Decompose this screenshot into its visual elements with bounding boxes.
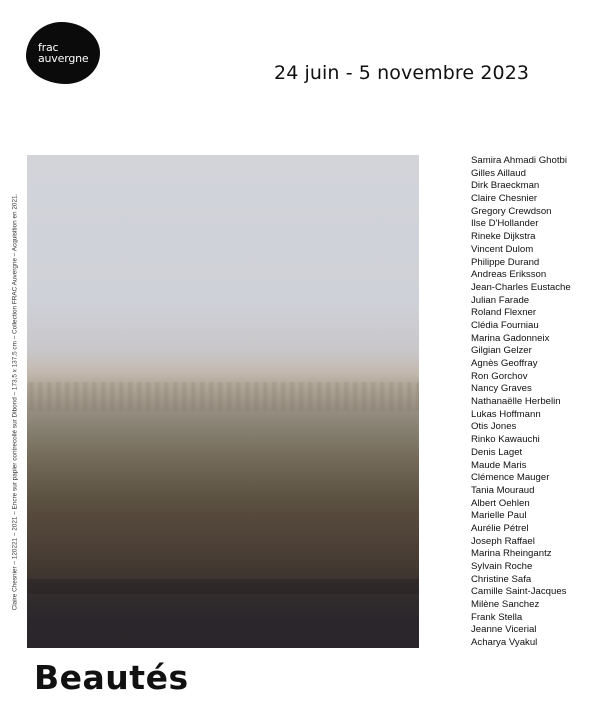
artist-name: Gilgian Gelzer bbox=[471, 345, 532, 357]
artist-name: Christine Safa bbox=[471, 573, 532, 585]
artist-name: Joseph Raffael bbox=[471, 535, 535, 547]
artwork-caption: Claire Chesnier – 120221 – 2021 – Encre sur papier contrecollé sur Dibond – 173,5 x 137,5 cm – Collection FRAC Auvergne – Acquisition en 2021. bbox=[11, 193, 19, 611]
artwork-caption-container bbox=[4, 156, 26, 648]
exhibition-title: Beautés bbox=[34, 658, 189, 697]
artist-list bbox=[471, 155, 571, 650]
artist-name: Aurélie Pétrel bbox=[471, 522, 529, 534]
artist-name: Julian Farade bbox=[471, 294, 530, 306]
artist-name: Marina Rheingantz bbox=[471, 548, 552, 560]
artist-name: Lukas Hoffmann bbox=[471, 408, 541, 420]
artwork-haze-band bbox=[27, 382, 419, 412]
artist-name: Otis Jones bbox=[471, 421, 517, 433]
artist-name: Clédia Fourniau bbox=[471, 319, 539, 331]
artist-name: Sylvain Roche bbox=[471, 561, 533, 572]
artist-name: Clémence Mauger bbox=[471, 472, 550, 484]
artist-name: Dirk Braeckman bbox=[471, 180, 540, 192]
artist-name: Tania Mouraud bbox=[471, 484, 535, 496]
artist-name: Philippe Durand bbox=[471, 256, 540, 268]
artist-name: Camille Saint-Jacques bbox=[471, 586, 567, 598]
artist-name: Nathanaëlle Herbelin bbox=[471, 396, 561, 408]
artist-name: Agnès Geoffray bbox=[471, 358, 538, 369]
artist-name: Claire Chesnier bbox=[471, 193, 538, 205]
logo-line-1: frac bbox=[38, 41, 59, 54]
artist-name: Vincent Dulom bbox=[471, 243, 534, 255]
artist-name: Marina Gadonneix bbox=[471, 332, 550, 344]
artist-name: Gilles Aillaud bbox=[471, 167, 526, 179]
artwork-dark-band bbox=[27, 579, 419, 594]
artist-name: Gregory Crewdson bbox=[471, 205, 552, 217]
artist-name: Acharya Vyakul bbox=[471, 637, 538, 649]
artist-name: Rinko Kawauchi bbox=[471, 434, 540, 446]
artist-name: Milène Sanchez bbox=[471, 599, 540, 611]
artist-name: Nancy Graves bbox=[471, 383, 532, 395]
artist-name: Frank Stella bbox=[471, 611, 523, 623]
artist-name: Samira Ahmadi Ghotbi bbox=[471, 155, 567, 166]
artist-name: Rineke Dijkstra bbox=[471, 231, 536, 243]
artist-name: Ron Gorchov bbox=[471, 370, 528, 382]
artwork-image bbox=[27, 155, 419, 648]
artist-name: Albert Oehlen bbox=[471, 497, 530, 509]
artist-name: Marielle Paul bbox=[471, 510, 527, 522]
exhibition-dates: 24 juin - 5 novembre 2023 bbox=[274, 62, 530, 84]
artist-name: Roland Flexner bbox=[471, 307, 537, 319]
artist-name: Jean-Charles Eustache bbox=[471, 281, 571, 293]
artist-name: Andreas Eriksson bbox=[471, 269, 547, 281]
artist-name: Ilse D'Hollander bbox=[471, 218, 539, 230]
frac-auvergne-logo bbox=[26, 22, 100, 84]
artist-name: Jeanne Vicerial bbox=[471, 624, 537, 636]
artist-name: Denis Laget bbox=[471, 446, 523, 458]
logo-line-2: auvergne bbox=[38, 52, 89, 65]
artist-name: Maude Maris bbox=[471, 459, 527, 471]
